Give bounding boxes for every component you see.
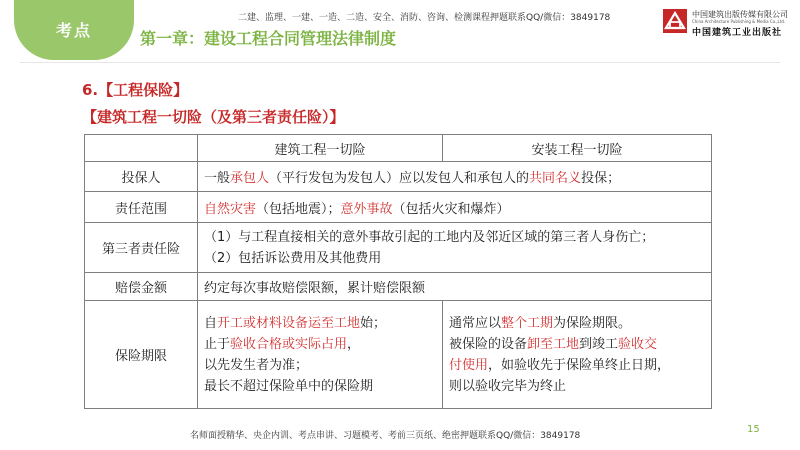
- text-segment: 始；: [360, 315, 387, 331]
- highlight-text: 意外事故: [340, 201, 393, 217]
- highlight-text: 验收交: [618, 336, 658, 352]
- text-segment: 自: [204, 315, 218, 331]
- text-segment: 到竣工: [579, 336, 619, 352]
- text-segment: 投保；: [581, 171, 621, 186]
- highlight-text: 卸至工地: [527, 336, 580, 352]
- table-header-row: [85, 135, 712, 162]
- text-segment: 止于: [204, 336, 231, 352]
- row-content: [198, 223, 712, 273]
- text-segment: 一般: [204, 171, 231, 186]
- text-segment: ，如验收先于保险单终止日期，: [488, 357, 671, 373]
- section-title: 6.【工程保险】: [82, 81, 189, 99]
- text-line: 以先发生者为准；: [204, 357, 309, 373]
- header-divider: [20, 62, 780, 63]
- publisher-en-name: China Architecture Publishing & Media Co.,Ltd.: [692, 19, 786, 24]
- header-cell-installation: 安装工程一切险: [443, 135, 712, 162]
- table-row-period: [85, 301, 712, 409]
- top-contact-note: 二建、监理、一建、一造、二造、安全、消防、咨询、检测课程押题联系QQ/微信：3849178: [238, 13, 611, 23]
- text-segment: 通常应以: [449, 315, 502, 331]
- text-segment: （平行发包为发包人）应以发包人和承包人的: [269, 171, 530, 186]
- highlight-text: 承包人: [230, 171, 270, 186]
- period-construction-cell: [198, 301, 443, 409]
- table-row-policyholder: [85, 162, 712, 192]
- publisher-cn-name: 中国建筑出版传媒有限公司: [692, 10, 788, 19]
- header-cell-empty: [85, 135, 198, 162]
- table-row-compensation: [85, 273, 712, 301]
- highlight-text: 验收合格或实际占用: [230, 336, 348, 352]
- period-installation-cell: [443, 301, 712, 409]
- publisher-logo-icon: [662, 8, 688, 34]
- publisher-logo: [662, 6, 788, 40]
- row-content: [198, 162, 712, 192]
- text-line: （1）与工程直接相关的意外事故引起的工地内及邻近区域的第三者人身伤亡；: [204, 229, 655, 245]
- text-segment: （包括火灾和爆炸）: [392, 201, 510, 217]
- highlight-text: 共同名义: [529, 171, 582, 186]
- text-line: （2）包括诉讼费用及其他费用: [204, 250, 382, 266]
- topic-badge: [14, 0, 134, 60]
- badge-label: 考点: [55, 21, 92, 40]
- page-number: 15: [747, 424, 760, 435]
- text-line: 最长不超过保险单中的保险期: [204, 378, 374, 394]
- text-line: 则以验收完毕为终止: [449, 378, 567, 394]
- header-cell-construction: 建筑工程一切险: [198, 135, 443, 162]
- row-content: [198, 192, 712, 223]
- text-line: [449, 313, 705, 334]
- insurance-table: [84, 134, 712, 409]
- row-label: 第三者责任险: [85, 223, 198, 273]
- text-line: [449, 355, 705, 376]
- text-segment: 被保险的设备: [449, 336, 528, 352]
- row-content: 约定每次事故赔偿限额，累计赔偿限额: [198, 273, 712, 301]
- chapter-title: 第一章：建设工程合同管理法律制度: [140, 29, 397, 48]
- text-line: [204, 334, 436, 355]
- publisher-big-name: 中国建筑工业出版社: [692, 28, 783, 38]
- table-row-third-party: [85, 223, 712, 273]
- section-subtitle: 【建筑工程一切险（及第三者责任险）】: [82, 108, 345, 126]
- text-segment: 为保险期限。: [553, 315, 632, 331]
- highlight-text: 开工或材料设备运至工地: [217, 315, 361, 331]
- text-segment: ，: [347, 336, 361, 352]
- highlight-text: 整个工期: [501, 315, 554, 331]
- row-label: 责任范围: [85, 192, 198, 223]
- text-line: [449, 334, 705, 355]
- text-segment: （包括地震）；: [256, 201, 341, 217]
- row-label: 保险期限: [85, 301, 198, 409]
- text-line: [204, 313, 436, 334]
- highlight-text: 自然灾害: [204, 201, 257, 217]
- row-label: 赔偿金额: [85, 273, 198, 301]
- row-label: 投保人: [85, 162, 198, 192]
- footer-contact-note: 名师面授精华、央企内训、考点串讲、习题模考、考前三页纸、绝密押题联系QQ/微信：3849178: [190, 431, 581, 441]
- highlight-text: 付使用: [449, 357, 489, 373]
- table-row-scope: [85, 192, 712, 223]
